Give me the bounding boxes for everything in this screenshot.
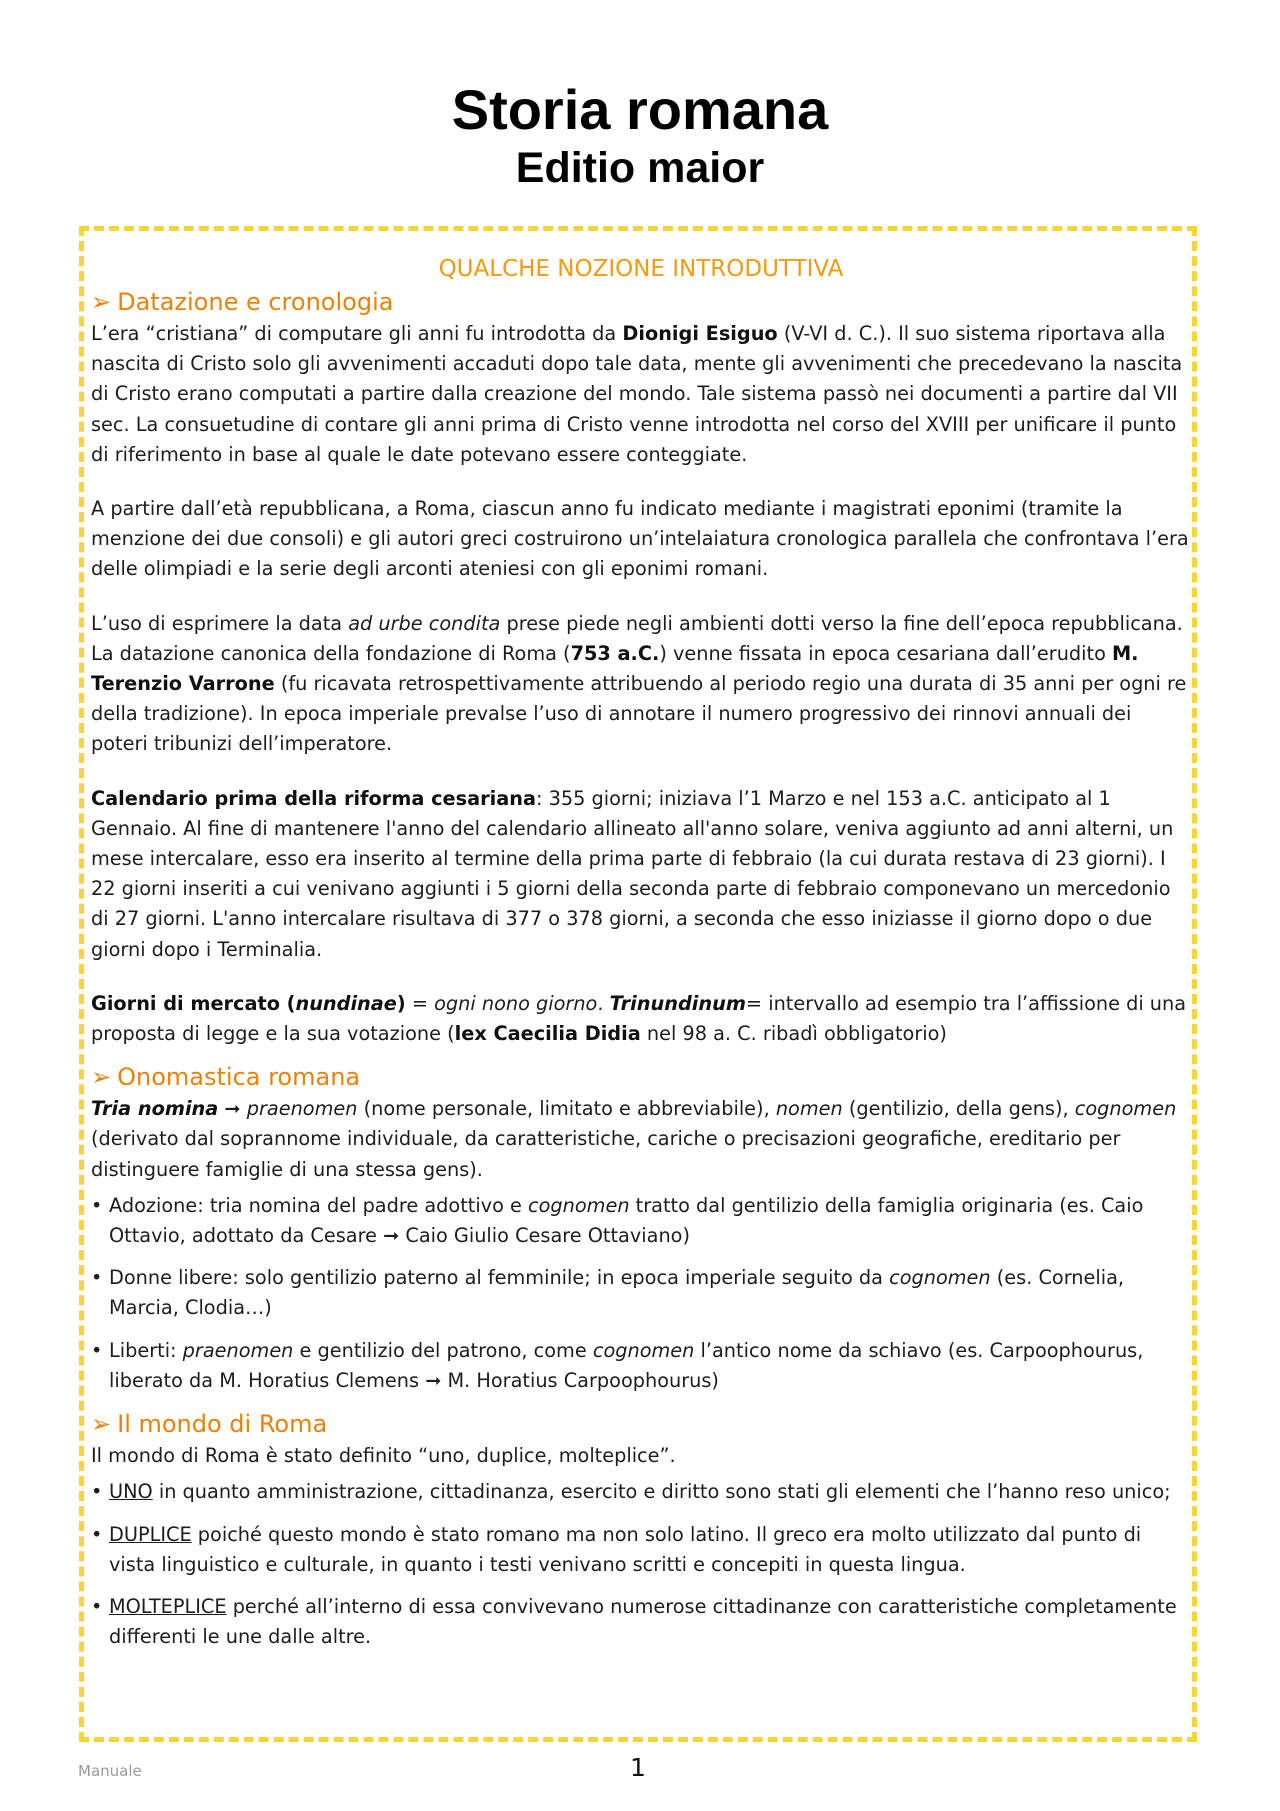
list-item: • Liberti: praenomen e gentilizio del patrono, come cognomen l’antico nome da schiavo (es. Carpoophourus, liberato da M. Horatius Clemens ➞ M. Horatius Carpoophourus) (91, 1336, 1191, 1396)
bullet-icon: • (91, 1338, 103, 1362)
paragraph-ad-urbe-condita: L’uso di esprimere la data ad urbe condita prese piede negli ambienti dotti verso la fine dell’epoca repubblicana. La datazione canonica della fondazione di Roma (753 a.C.) venne fissata in epoca cesariana dall’erudito M. Terenzio Varrone (fu ricavata retrospettivamente attribuendo al periodo regio una durata di 35 anni per ogni re della tradizione). In epoca imperiale prevalse l’uso di annotare il numero progressivo dei rinnovi annuali dei poteri tribunizi dell’imperatore. (91, 611, 1187, 756)
document-subtitle: Editio maior (515, 144, 765, 192)
list-item: • UNO in quanto amministrazione, cittadinanza, esercito e diritto sono stati gli elementi che l’hanno reso unico; (91, 1477, 1191, 1507)
section-heading-onomastica: ➢ Onomastica romana (91, 1063, 361, 1092)
paragraph-eta-repubblicana: A partire dall’età repubblicana, a Roma, ciascun anno fu indicato mediante i magistrati eponimi (tramite la menzione dei due consoli) e gli autori greci costruirono un’intelaiatura cronologica parallela che confrontava l’era delle olimpiadi e la serie degli arconti ateniesi con gli eponimi romani. (91, 497, 1189, 581)
section-heading-mondo-roma: ➢ Il mondo di Roma (91, 1410, 328, 1439)
paragraph-giorni-mercato: Giorni di mercato (nundinae) = ogni nono giorno. Trinundinum= intervallo ad esempio tra l’affissione di una proposta di legge e la sua votazione (lex Caecilia Didia nel 98 a. C. ribadì obbligatorio) (91, 991, 1187, 1046)
paragraph-era-cristiana: L’era “cristiana” di computare gli anni fu introdotta da Dionigi Esiguo (V-VI d. C.). Il suo sistema riportava alla nascita di Cristo solo gli avvenimenti accaduti dopo tale data, mente gli avvenimenti che precedevano la nascita di Cristo erano computati a partire dalla creazione del mondo. Tale sistema passò nei documenti a partire dal VII sec. La consuetudine di contare gli anni prima di Cristo venne introdotta nel corso del XVIII per unificare il punto di riferimento in base al quale le date potevano essere conteggiate. (91, 322, 1183, 466)
bullet-icon: • (91, 1522, 103, 1546)
paragraph-mondo-roma: Il mondo di Roma è stato definito “uno, duplice, molteplice”. (91, 1444, 676, 1468)
list-item: • Donne libere: solo gentilizio paterno al femminile; in epoca imperiale seguito da cognomen (es. Cornelia, Marcia, Clodia…) (91, 1263, 1191, 1323)
list-item: • Adozione: tria nomina del padre adottivo e cognomen tratto dal gentilizio della famiglia originaria (es. Caio Ottavio, adottato da Cesare ➞ Caio Giulio Cesare Ottaviano) (91, 1191, 1191, 1251)
list-item: • DUPLICE poiché questo mondo è stato romano ma non solo latino. Il greco era molto utilizzato dal punto di vista linguistico e culturale, in quanto i testi venivano scritti e concepiti in questa lingua. (91, 1520, 1191, 1580)
title-block (0, 78, 1280, 194)
footer-label: Manuale (78, 1762, 142, 1780)
bullet-icon: • (91, 1193, 103, 1217)
mondo-roma-list (91, 1477, 1191, 1652)
list-item: • MOLTEPLICE perché all’interno di essa convivevano numerose cittadinanze con caratteristiche completamente differenti le une dalle altre. (91, 1592, 1191, 1652)
section-heading-datazione: ➢ Datazione e cronologia (91, 288, 394, 316)
intro-heading: QUALCHE NOZIONE INTRODUTTIVA (438, 256, 844, 282)
onomastica-list (91, 1191, 1191, 1396)
content-body (91, 252, 1191, 1664)
arrow-icon: ➢ (91, 288, 112, 316)
document-title: Storia romana (451, 78, 829, 141)
paragraph-tria-nomina: Tria nomina ➞ praenomen (nome personale, limitato e abbreviabile), nomen (gentilizio, della gens), cognomen (derivato dal soprannome individuale, da caratteristiche, cariche o precisazioni geografiche, ereditario per distinguere famiglie di una stessa gens). (91, 1097, 1177, 1181)
arrow-icon: ➢ (91, 1410, 112, 1439)
bullet-icon: • (91, 1266, 103, 1290)
paragraph-calendario: Calendario prima della riforma cesariana: 355 giorni; iniziava l’1 Marzo e nel 153 a.C. anticipato al 1 Gennaio. Al fine di mantenere l'anno del calendario allineato all'anno solare, veniva aggiunto ad anni alterni, un mese intercalare, esso era inserito al termine della prima parte di febbraio (la cui durata restava di 23 giorni). I 22 giorni inseriti a cui venivano aggiunti i 5 giorni della seconda parte di febbraio componevano un mercedonio di 27 giorni. L'anno intercalare risultava di 377 o 378 giorni, a seconda che esso iniziasse il giorno dopo o due giorni dopo i Terminalia. (91, 786, 1174, 961)
arrow-icon: ➢ (91, 1063, 112, 1092)
bullet-icon: • (91, 1480, 103, 1504)
bullet-icon: • (91, 1594, 103, 1618)
page-number: 1 (630, 1753, 646, 1782)
